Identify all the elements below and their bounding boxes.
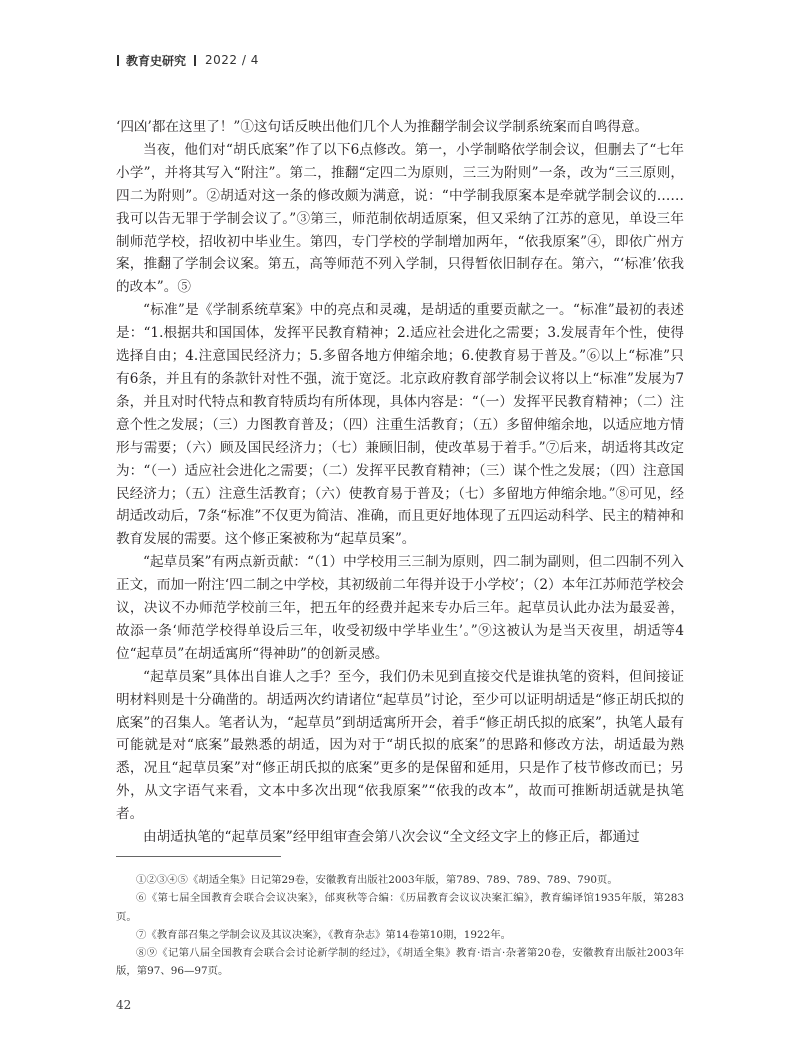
footnote: ⑧⑨《记第八届全国教育会联合会讨论新学制的经过》，《胡适全集》教育·语言·杂著第20卷，安徽教育出版社2003年版，第97、96—97页。	[116, 947, 684, 978]
header-bar-right	[194, 55, 196, 66]
issue-number: 2022 / 4	[205, 53, 259, 67]
footnote: ⑥《第七届全国教育会联合会议决案》，邰爽秋等合编：《历届教育会议议决案汇编》，教育编译馆1935年版，第283页。	[116, 892, 684, 923]
footnote: ①②③④⑤《胡适全集》日记第29卷，安徽教育出版社2003年版，第789、789、789、789、790页。	[136, 874, 618, 886]
paragraph: ‘四凶’都在这里了！”①这句话反映出他们几个人为推翻学制会议学制系统案而自鸣得意。	[116, 119, 649, 135]
footnote: ⑦《教育部召集之学制会议及其议决案》，《教育杂志》第14卷第10期，1922年。	[136, 928, 511, 941]
paragraph: 当夜，他们对“胡氏底案”作了以下6点修改。第一，小学制略依学制会议，但删去了“七年小学”，并将其写入“附注”。第二，推翻“定四二为原则，三三为附则”一条，改为“三三原则，四二为附则”。②胡适对这一条的修改颇为满意，说：“中学制我原案本是牵就学制会议的……我可以告无罪于学制会议了。”③第三，师范制依胡适原案，但又采纳了江苏的意见，单设三年制师范学校，招收初中毕业生。第四，专门学校的学制增加两年，“依我原案”④，即依广州方案，推翻了学制会议案。第五，高等师范不列入学制，只得暂依旧制存在。第六，“‘标准’依我的改本”。⑤	[116, 141, 684, 296]
paragraph: “起草员案”具体出自谁人之手？至今，我们仍未见到直接交代是谁执笔的资料，但间接证明材料则是十分确凿的。胡适两次约请诸位“起草员”讨论，至少可以证明胡适是“修正胡氏拟的底案”的召集人。笔者认为，“起草员”到胡适寓所开会，着手“修正胡氏拟的底案”，执笔人最有可能就是对“底案”最熟悉的胡适，因为对于“胡氏拟的底案”的思路和修改方法，胡适最为熟悉，况且“起草员案”对“修正胡氏拟的底案”更多的是保留和延用，只是作了枝节修改而已；另外，从文字语气来看，文本中多次出现“依我原案”“依我的改本”，故而可推断胡适就是执笔者。	[116, 668, 684, 823]
paragraph: “起草员案”有两点新贡献：“（1）中学校用三三制为原则，四二制为副则，但二四制不列入正文，而加一附注‘四二制之中学校，其初级前二年得并设于小学校’；（2）本年江苏师范学校会议，决议不办师范学校前三年，把五年的经费并起来专办后三年。起草员认此办法为最妥善，故添一条‘师范学校得单设后三年，收受初级中学毕业生’。”⑨这被认为是当天夜里，胡适等4位“起草员”在胡适寓所“得神助”的创新灵感。	[116, 554, 684, 662]
running-header	[117, 52, 259, 68]
journal-title: 教育史研究	[126, 53, 187, 68]
paragraph: 由胡适执笔的“起草员案”经甲组审查会第八次会议“全文经文字上的修正后，都通过	[143, 829, 640, 846]
paragraph: “标准”是《学制系统草案》中的亮点和灵魂，是胡适的重要贡献之一。“标准”最初的表述是：“1.根据共和国国体，发挥平民教育精神；2.适应社会进化之需要；3.发展青年个性，使得选择自由；4.注意国民经济力；5.多留各地方伸缩余地；6.使教育易于普及。”⑥以上“标准”只有6条，并且有的条款针对性不强，流于宽泛。北京政府教育部学制会议将以上“标准”发展为7条，并且对时代特点和教育特质均有所体现，具体内容是：“（一）发挥平民教育精神；（二）注意个性之发展；（三）力图教育普及；（四）注重生活教育；（五）多留伸缩余地，以适应地方情形与需要；（六）顾及国民经济力；（七）兼顾旧制，使改革易于着手。”⑦后来，胡适将其改定为：“（一）适应社会进化之需要；（二）发挥平民教育精神；（三）谋个性之发展；（四）注意国民经济力；（五）注意生活教育；（六）使教育易于普及；（七）多留地方伸缩余地。”⑧可见，经胡适改动后，7条“标准”不仅更为简洁、准确，而且更好地体现了五四运动科学、民主的精神和教育发展的需要。这个修正案被称为“起草员案”。	[116, 302, 684, 548]
header-bar-left	[117, 55, 119, 66]
article-body	[116, 116, 684, 849]
footnotes	[116, 871, 684, 981]
page-number: 42	[116, 998, 132, 1012]
footnote-divider	[116, 856, 281, 857]
